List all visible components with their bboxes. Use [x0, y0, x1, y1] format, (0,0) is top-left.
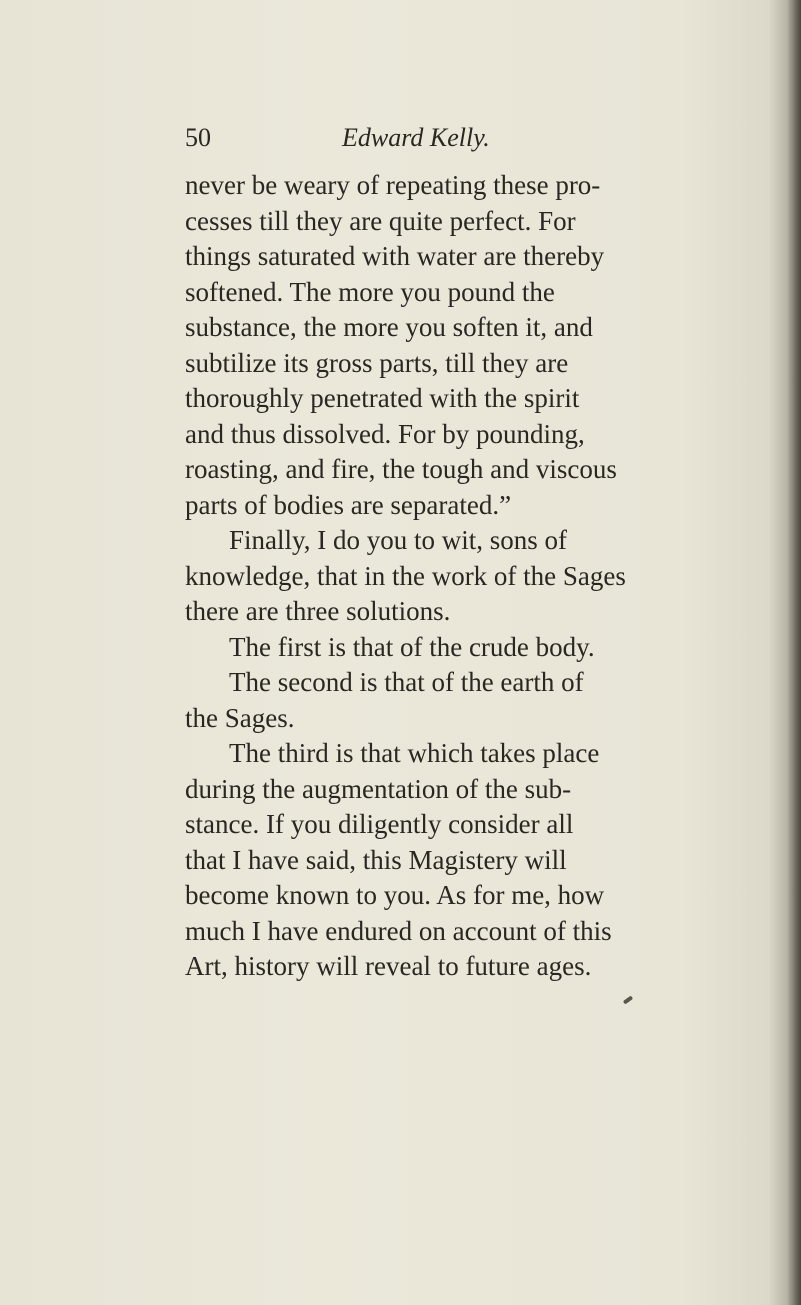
text-line-23: Art, history will reveal to future ages.: [185, 951, 592, 981]
text-line-17: The third is that which takes place: [229, 738, 600, 768]
page-edge-shadow: [787, 0, 801, 1305]
text-line-2: cesses till they are quite perfect. For: [185, 205, 576, 236]
text-line-5: substance, the more you soften it, and: [185, 312, 593, 342]
text-line-13: there are three solutions.: [185, 596, 451, 626]
body-text: [185, 168, 710, 985]
text-line-20: that I have said, this Magistery will: [185, 844, 567, 875]
text-line-8: and thus dissolved. For by pounding,: [185, 418, 585, 449]
text-line-14: The first is that of the crude body.: [229, 631, 595, 662]
page-header: [185, 120, 705, 156]
text-line-18: during the augmentation of the sub-: [185, 773, 572, 804]
page-number: 50: [185, 123, 211, 152]
text-line-4: softened. The more you pound the: [185, 276, 555, 307]
text-line-7: thoroughly penetrated with the spirit: [185, 383, 580, 413]
text-line-15: The second is that of the earth of: [229, 667, 584, 697]
ink-speck: [623, 995, 633, 1004]
text-line-22: much I have endured on account of this: [185, 915, 612, 946]
text-line-12: knowledge, that in the work of the Sages: [185, 560, 626, 591]
text-line-21: become known to you. As for me, how: [185, 880, 605, 910]
text-line-6: subtilize its gross parts, till they are: [185, 347, 569, 378]
text-line-10: parts of bodies are separated.”: [185, 489, 512, 520]
text-line-9: roasting, and fire, the tough and viscous: [185, 454, 617, 484]
text-line-11: Finally, I do you to wit, sons of: [229, 525, 568, 555]
running-title: Edward Kelly.: [342, 123, 490, 152]
text-line-16: the Sages.: [185, 702, 295, 733]
text-line-3: things saturated with water are thereby: [185, 241, 605, 271]
text-line-1: never be weary of repeating these pro-: [185, 170, 601, 200]
text-line-19: stance. If you diligently consider all: [185, 809, 574, 839]
